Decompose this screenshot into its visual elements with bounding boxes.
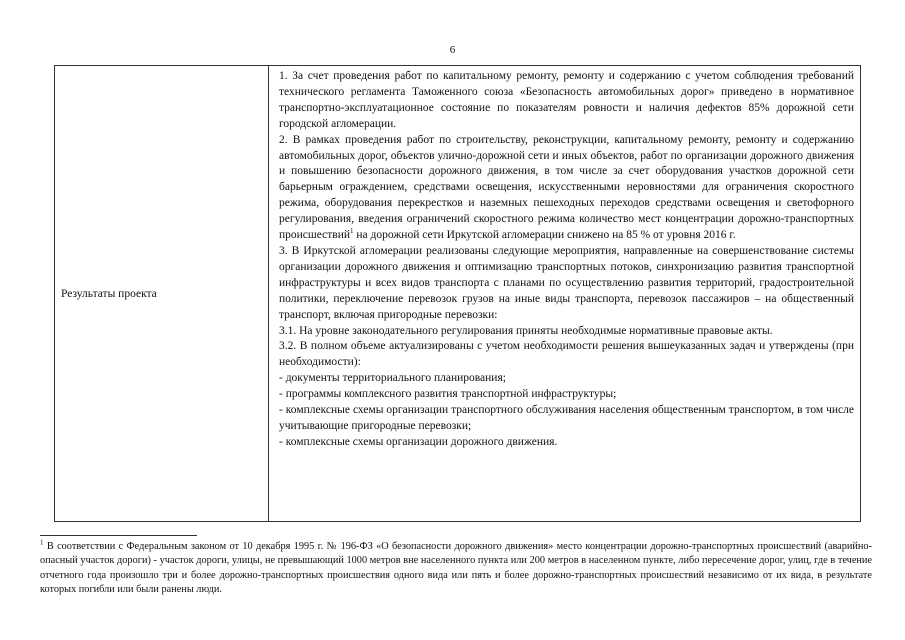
result-item-1: 1. За счет проведения работ по капитальному ремонту, ремонту и содержанию с учетом соблюдения требований технического регламента Таможенного союза «Безопасность автомобильных дорог» приведено в нормативное транспортно-эксплуатационное состояние по показателям ровности и наличия дефектов 85% дорожной сети городской агломерации. — [279, 70, 854, 130]
results-content — [269, 66, 860, 521]
list-item-transport-service-schemes: - комплексные схемы организации транспортного обслуживания населения общественным транспортом, в том числе учитывающие пригородные перевозки; — [279, 404, 854, 432]
page-number: 6 — [449, 44, 456, 56]
result-item-3: 3. В Иркутской агломерации реализованы следующие мероприятия, направленные на совершенствование системы организации дорожного движения и оптимизацию транспортных потоков, синхронизацию развития транспортной инфраструктуры и всех видов транспорта с планами по осуществлению развития территорий, градостроительной политики, переключение перевозок грузов на иные виды транспорта, перевозок пассажиров – на общественный транспорт, включая пригородные перевозки: — [279, 244, 854, 321]
result-item-3-2: 3.2. В полном объеме актуализированы с учетом необходимости решения вышеуказанных задач и утверждены (при необходимости): — [279, 340, 854, 369]
footnote-marker: 1 — [40, 538, 44, 547]
list-item-traffic-schemes: - комплексные схемы организации дорожного движения. — [279, 435, 558, 448]
footnote-text: В соответствии с Федеральным законом от 10 декабря 1995 г. № 196-ФЗ «О безопасности дорожного движения» место концентрации дорожно-транспортных происшествий (аварийно-опасный участок дороги) - участок дороги, улицы, не превышающий 1000 метров вне населенного пункта или 200 метров в населенном пункте, либо пересечение дорог, улиц, где в течение отчетного года произошло три и более дорожно-транспортных происшествия одного вида или пять и более дорожно-транспортных происшествий независимо от их вида, в результате которых погибли или были ранены люди. — [40, 541, 872, 595]
result-item-3-1: 3.1. На уровне законодательного регулирования приняты необходимые нормативные правовые акты. — [279, 324, 773, 337]
result-item-2-text: 2. В рамках проведения работ по строительству, реконструкции, капитальному ремонту, ремонту и содержанию автомобильных дорог, объектов улично-дорожной сети и иных объектов, работ по организации дорожного движения и повышению безопасности дорожного движения, в том числе за счет оборудования участков дорожной сети барьерным ограждением, средствами освещения, искусственными неровностями для ограничения скоростного режима, оборудования перекрестков и наземных пешеходных переходов средствами освещения и светофорного регулирования, введения ограничений скоростного режима количество мест концентрации дорожно-транспортных происшествий — [279, 133, 854, 242]
footnote — [40, 540, 872, 597]
list-item-territorial-planning: - документы территориального планирования; — [279, 372, 506, 385]
list-item-infrastructure-programs: - программы комплексного развития транспортной инфраструктуры; — [279, 388, 617, 401]
table-row — [55, 66, 861, 522]
project-results-table — [54, 65, 861, 522]
results-content-cell — [269, 66, 861, 522]
result-item-2 — [279, 133, 854, 244]
row-label: Результаты проекта — [55, 66, 269, 522]
result-item-2-continuation: на дорожной сети Иркутской агломерации снижено на 85 % от уровня 2016 г. — [356, 229, 736, 242]
footnote-divider — [40, 535, 197, 536]
footnote-reference: 1 — [350, 227, 354, 236]
